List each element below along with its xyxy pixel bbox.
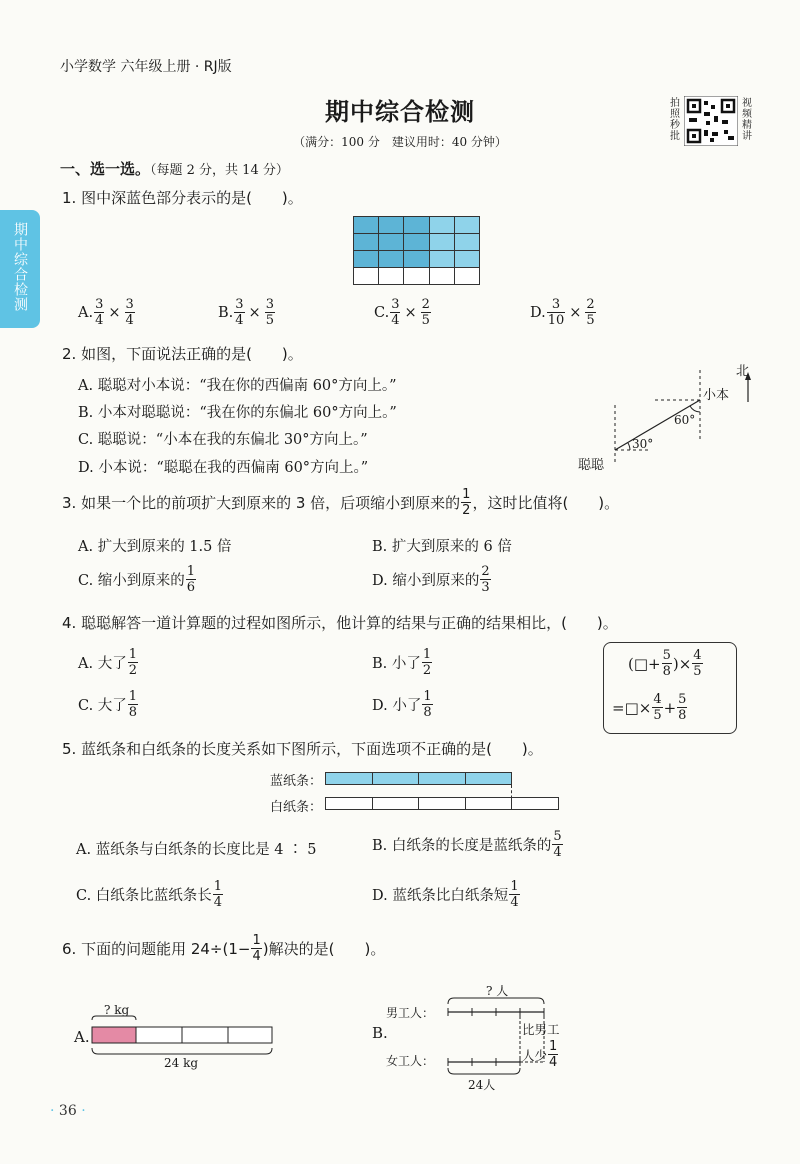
white-strip-segment bbox=[372, 797, 420, 810]
q2-option-a[interactable]: A. 聪聪对小本说：“我在你的西偏南 60°方向上。” bbox=[78, 378, 397, 394]
blue-strip bbox=[325, 772, 511, 785]
q6-diagram-a[interactable] bbox=[74, 1000, 284, 1080]
q5-option-b[interactable]: B. 白纸条的长度是蓝纸条的 5 4 bbox=[372, 829, 562, 860]
q2-stem: 2. 如图，下面说法正确的是( )。 bbox=[62, 345, 303, 363]
q6-b-note-line2: 人少 1 4 bbox=[522, 1039, 558, 1070]
qr-right-label: 视频精讲 bbox=[742, 98, 752, 142]
strip-guide-line bbox=[511, 785, 512, 809]
q6-diagram-b[interactable] bbox=[370, 982, 620, 1092]
q4-box-line2: =□× $\frac{4}{5}$ + $\frac{5}{8}$ bbox=[612, 692, 687, 723]
grid-cell bbox=[378, 216, 404, 234]
page-number: · 36 · bbox=[50, 1103, 86, 1119]
q4-stem: 4. 聪聪解答一道计算题的过程如图所示，他计算的结果与正确的结果相比，( )。 bbox=[62, 614, 618, 632]
exam-meta: （满分：100 分 建议用时：40 分钟） bbox=[293, 135, 507, 149]
q6-b-note-line1: 比男工 bbox=[522, 1022, 560, 1037]
north-label: 北 bbox=[736, 364, 750, 379]
q4-work-box bbox=[603, 642, 737, 734]
q4-option-c[interactable]: C. 大了 1 8 bbox=[78, 689, 138, 720]
white-strip-segment bbox=[325, 797, 373, 810]
q4-box-line1: (□+ $\frac{5}{8}$ )× $\frac{4}{5}$ bbox=[628, 648, 702, 679]
white-strip-label: 白纸条： bbox=[270, 800, 323, 815]
blue-strip-segment bbox=[372, 772, 420, 785]
q3-fraction: 1 2 bbox=[462, 487, 471, 518]
page-title: 期中综合检测 bbox=[325, 98, 475, 126]
q5-stem: 5. 蓝纸条和白纸条的长度关系如下图所示，下面选项不正确的是( )。 bbox=[62, 740, 543, 758]
angle-30-label: 30° bbox=[632, 437, 654, 451]
grid-cell bbox=[454, 216, 480, 234]
q5-option-d[interactable]: D. 蓝纸条比白纸条短 1 4 bbox=[372, 879, 519, 910]
q1-option-a[interactable]: A. $\frac{3}{4}$ × $\frac{3}{4}$ bbox=[78, 297, 134, 328]
q1-grid bbox=[353, 216, 479, 284]
grid-cell bbox=[454, 267, 480, 285]
q2-option-d[interactable]: D. 小本说：“聪聪在我的西偏南 60°方向上。” bbox=[78, 460, 369, 476]
q6-b-label: B. bbox=[372, 1024, 388, 1042]
grid-cell bbox=[378, 250, 404, 268]
q5-option-c[interactable]: C. 白纸条比蓝纸条长 1 4 bbox=[76, 879, 223, 910]
q6-stem: 6. 下面的问题能用 24÷ (1− $\frac{1}{4}$ ) 解决的是( )。 bbox=[62, 933, 386, 964]
q1-option-b[interactable]: B. $\frac{3}{4}$ × $\frac{3}{5}$ bbox=[218, 297, 274, 328]
grid-cell bbox=[429, 250, 455, 268]
q1-option-c[interactable]: C. $\frac{3}{4}$ × $\frac{2}{5}$ bbox=[374, 297, 430, 328]
q6-a-top-label: ? kg bbox=[104, 1003, 130, 1017]
grid-cell bbox=[429, 267, 455, 285]
section-title-text: 一、选一选。 bbox=[60, 160, 151, 178]
white-strip-segment bbox=[465, 797, 513, 810]
grid-cell bbox=[353, 216, 379, 234]
grid-cell bbox=[454, 250, 480, 268]
q6-b-male-label: 男工人： bbox=[386, 1006, 435, 1020]
grid-cell bbox=[353, 233, 379, 251]
grid-cell bbox=[429, 216, 455, 234]
q3-option-d[interactable]: D. 缩小到原来的 2 3 bbox=[372, 564, 490, 595]
white-strip bbox=[325, 797, 558, 810]
q6-b-bottom-label: 24人 bbox=[468, 1078, 496, 1092]
grid-cell bbox=[378, 267, 404, 285]
grid-cell bbox=[403, 267, 429, 285]
q6-b-top-label: ? 人 bbox=[486, 984, 509, 998]
q6-a-bottom-label: 24 kg bbox=[164, 1056, 199, 1070]
angle-60-label: 60° bbox=[674, 413, 696, 427]
side-tab-label: 期中综合检测 bbox=[12, 222, 28, 312]
blue-strip-label: 蓝纸条： bbox=[270, 774, 323, 789]
series-label: 小学数学 六年级上册 · RJ版 bbox=[60, 59, 232, 75]
blue-strip-segment bbox=[418, 772, 466, 785]
q6-a-label: A. bbox=[74, 1028, 90, 1046]
grid-cell bbox=[353, 250, 379, 268]
section-title bbox=[60, 158, 289, 179]
blue-strip-segment bbox=[465, 772, 513, 785]
grid-cell bbox=[454, 233, 480, 251]
congcong-label: 聪聪 bbox=[578, 458, 605, 473]
q4-option-d[interactable]: D. 小了 1 8 bbox=[372, 689, 432, 720]
grid-cell bbox=[429, 233, 455, 251]
q1-options bbox=[78, 298, 718, 338]
blue-strip-segment bbox=[325, 772, 373, 785]
xiaoben-label: 小本 bbox=[703, 388, 730, 403]
q6-b-female-label: 女工人： bbox=[386, 1054, 435, 1068]
q3-option-c[interactable]: C. 缩小到原来的 1 6 bbox=[78, 564, 196, 595]
q1-option-d[interactable]: D. $\frac{3}{10}$ × $\frac{2}{5}$ bbox=[530, 297, 595, 328]
qr-left-label: 拍照秒批 bbox=[670, 98, 680, 142]
grid-cell bbox=[403, 216, 429, 234]
q1-stem: 1. 图中深蓝色部分表示的是( )。 bbox=[62, 189, 303, 207]
q5-option-a[interactable]: A. 蓝纸条与白纸条的长度比是 4 ∶ 5 bbox=[76, 842, 317, 858]
q3-option-b[interactable]: B. 扩大到原来的 6 倍 bbox=[372, 539, 512, 555]
q4-option-a[interactable]: A. 大了 1 2 bbox=[78, 647, 137, 678]
grid-cell bbox=[378, 233, 404, 251]
white-strip-segment bbox=[511, 797, 559, 810]
direction-diagram bbox=[570, 360, 760, 475]
q4-option-b[interactable]: B. 小了 1 2 bbox=[372, 647, 432, 678]
white-strip-segment bbox=[418, 797, 466, 810]
q2-option-c[interactable]: C. 聪聪说：“小本在我的东偏北 30°方向上。” bbox=[78, 432, 368, 448]
grid-cell bbox=[353, 267, 379, 285]
grid-cell bbox=[403, 233, 429, 251]
side-tab[interactable] bbox=[0, 210, 40, 328]
q3-stem bbox=[62, 488, 619, 517]
section-note: （每题 2 分，共 14 分） bbox=[150, 163, 289, 178]
q3-option-a[interactable]: A. 扩大到原来的 1.5 倍 bbox=[78, 539, 232, 555]
q3-stem-tail: ，这时比值将( )。 bbox=[472, 494, 620, 512]
q3-stem-text: 3. 如果一个比的前项扩大到原来的 3 倍，后项缩小到原来的 bbox=[62, 494, 461, 512]
grid-cell bbox=[403, 250, 429, 268]
qr-code-icon[interactable] bbox=[684, 96, 738, 146]
q2-option-b[interactable]: B. 小本对聪聪说：“我在你的东偏北 60°方向上。” bbox=[78, 405, 397, 421]
